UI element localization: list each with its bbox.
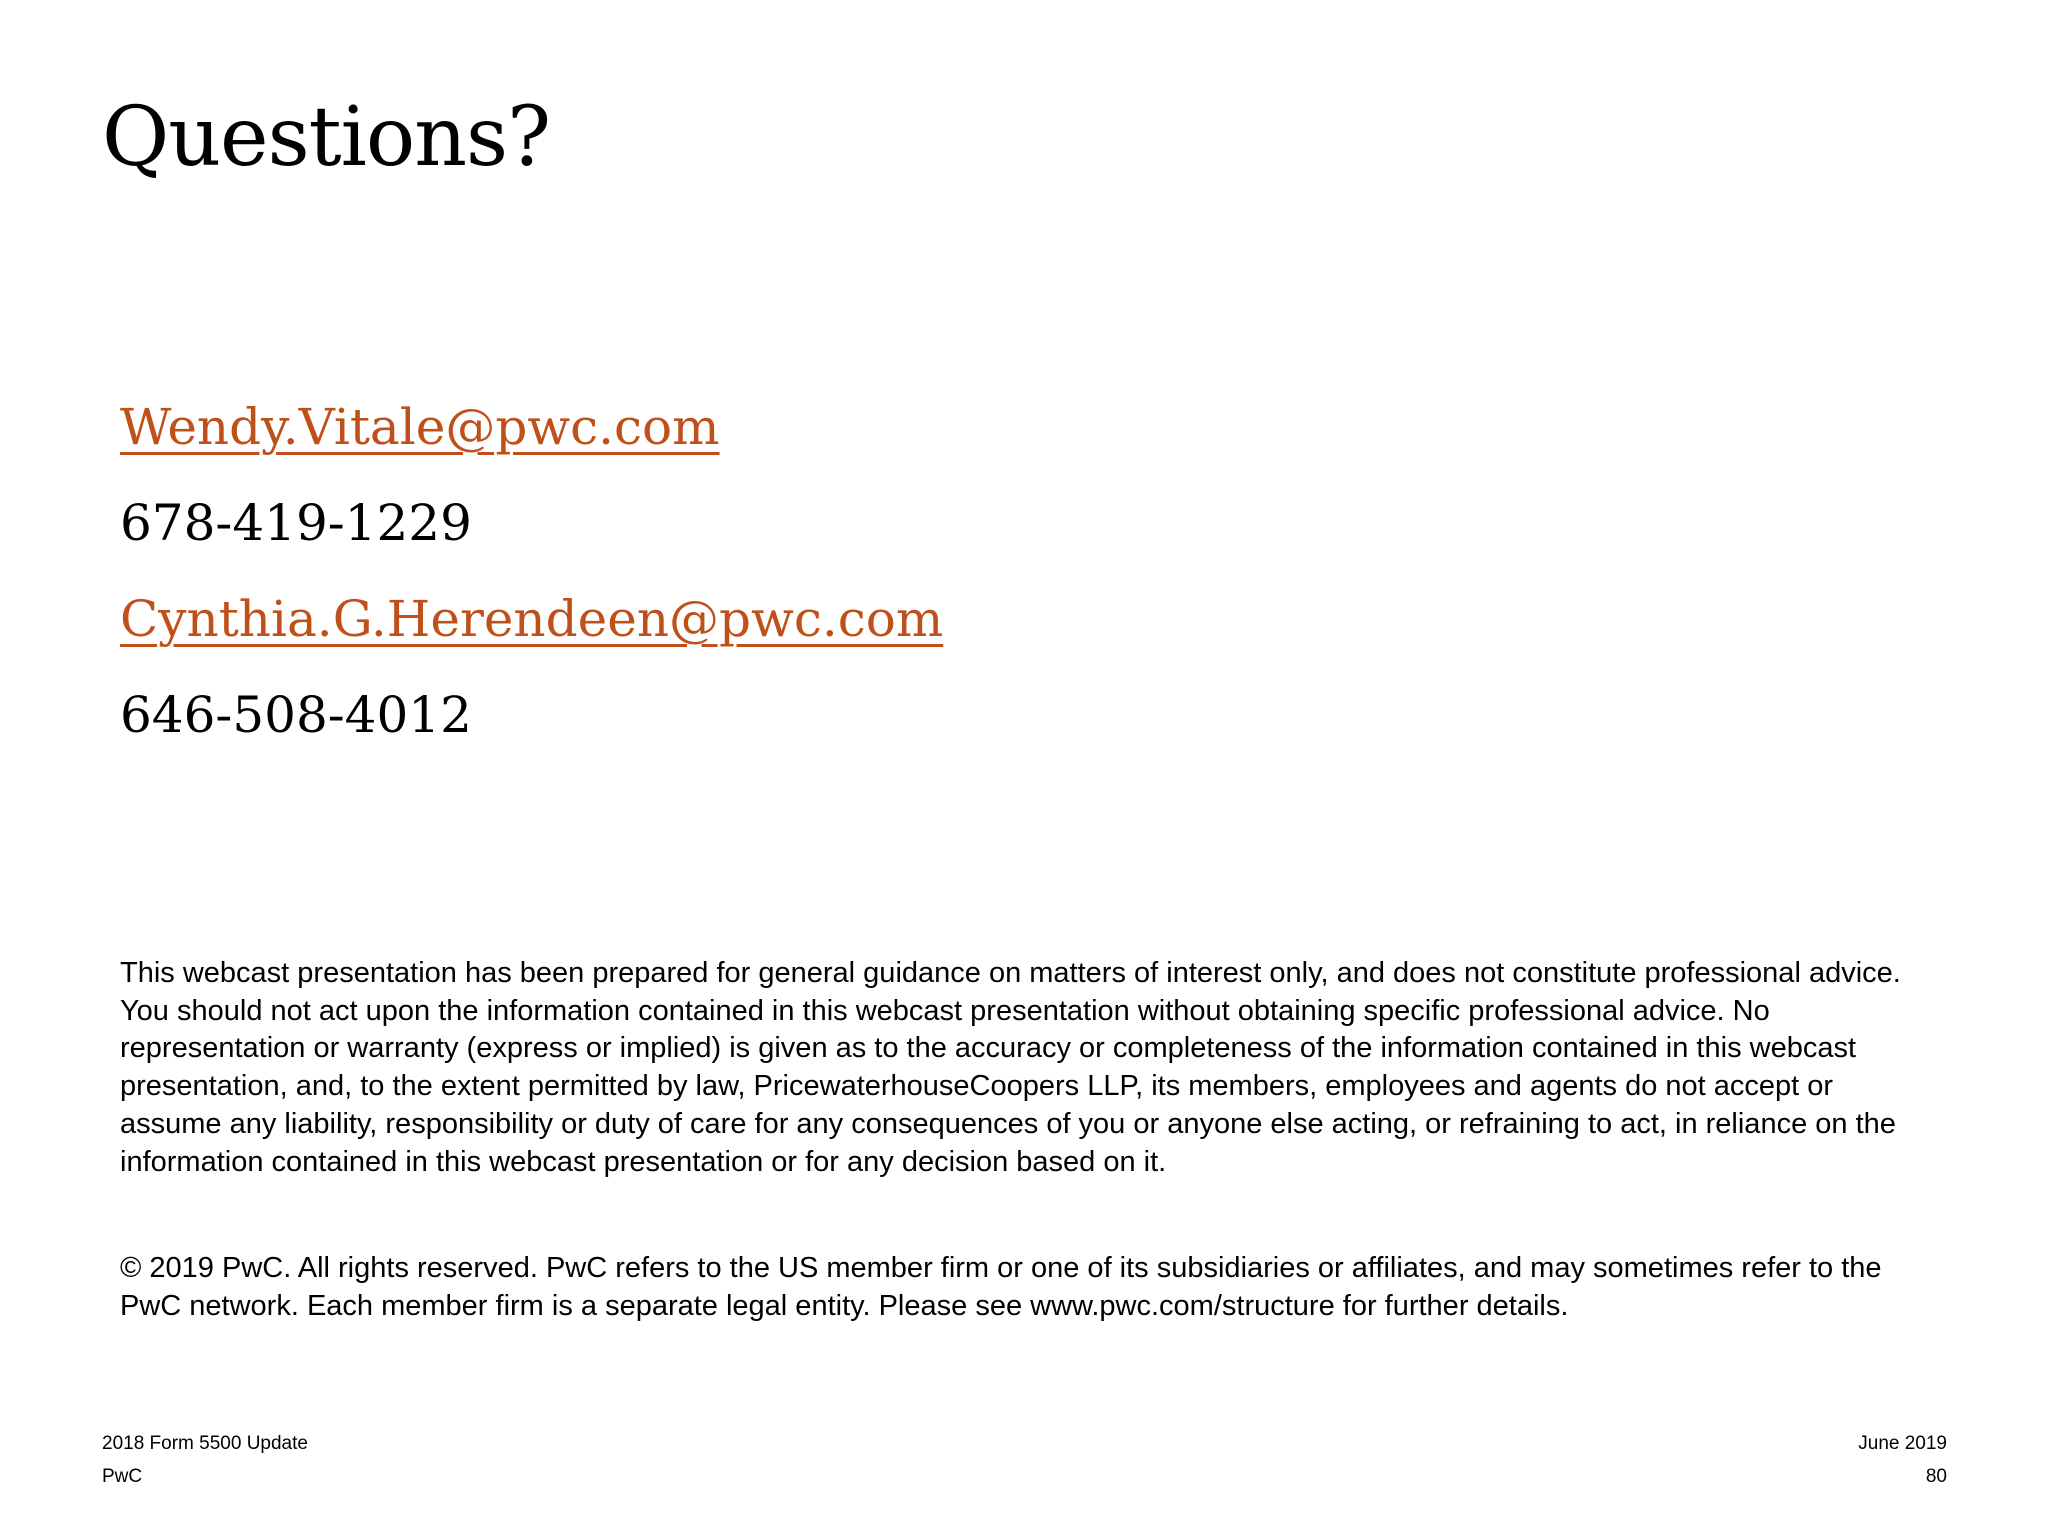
copyright-notice: © 2019 PwC. All rights reserved. PwC refers to the US member firm or one of its subsidiaries or affiliates, and may sometimes refer to the PwC network. Each member firm is a separate legal entity. Please see www.pwc.com/structure for further details.	[120, 1252, 1882, 1322]
disclaimer-text: This webcast presentation has been prepared for general guidance on matters of interest only, and does not constitute professional advice. You should not act upon the information contained in this webcast presentation without obtaining specific professional advice. No representation or warranty (express or implied) is given as to the accuracy or completeness of the information contained in this webcast presentation, and, to the extent permitted by law, PricewaterhouseCoopers LLP, its members, employees and agents do not accept or assume any liability, responsibility or duty of care for any consequences of you or anyone else acting, or refraining to act, in reliance on the information contained in this webcast presentation or for any decision based on it.	[120, 957, 1901, 1178]
footer-company: PwC	[102, 1466, 143, 1487]
slide-title: Questions?	[102, 90, 551, 185]
email-link-wendy-vitale[interactable]: Wendy.Vitale@pwc.com	[120, 398, 720, 456]
email-link-cynthia-herendeen[interactable]: Cynthia.G.Herendeen@pwc.com	[120, 590, 944, 648]
phone-number-cynthia-herendeen: 646-508-4012	[120, 686, 472, 744]
footer-presentation-title: 2018 Form 5500 Update	[102, 1433, 308, 1454]
footer-date: June 2019	[1858, 1433, 1947, 1454]
contact-list	[120, 397, 1520, 781]
phone-number-wendy-vitale: 678-419-1229	[120, 494, 472, 552]
footer-page-number: 80	[1925, 1466, 1947, 1487]
